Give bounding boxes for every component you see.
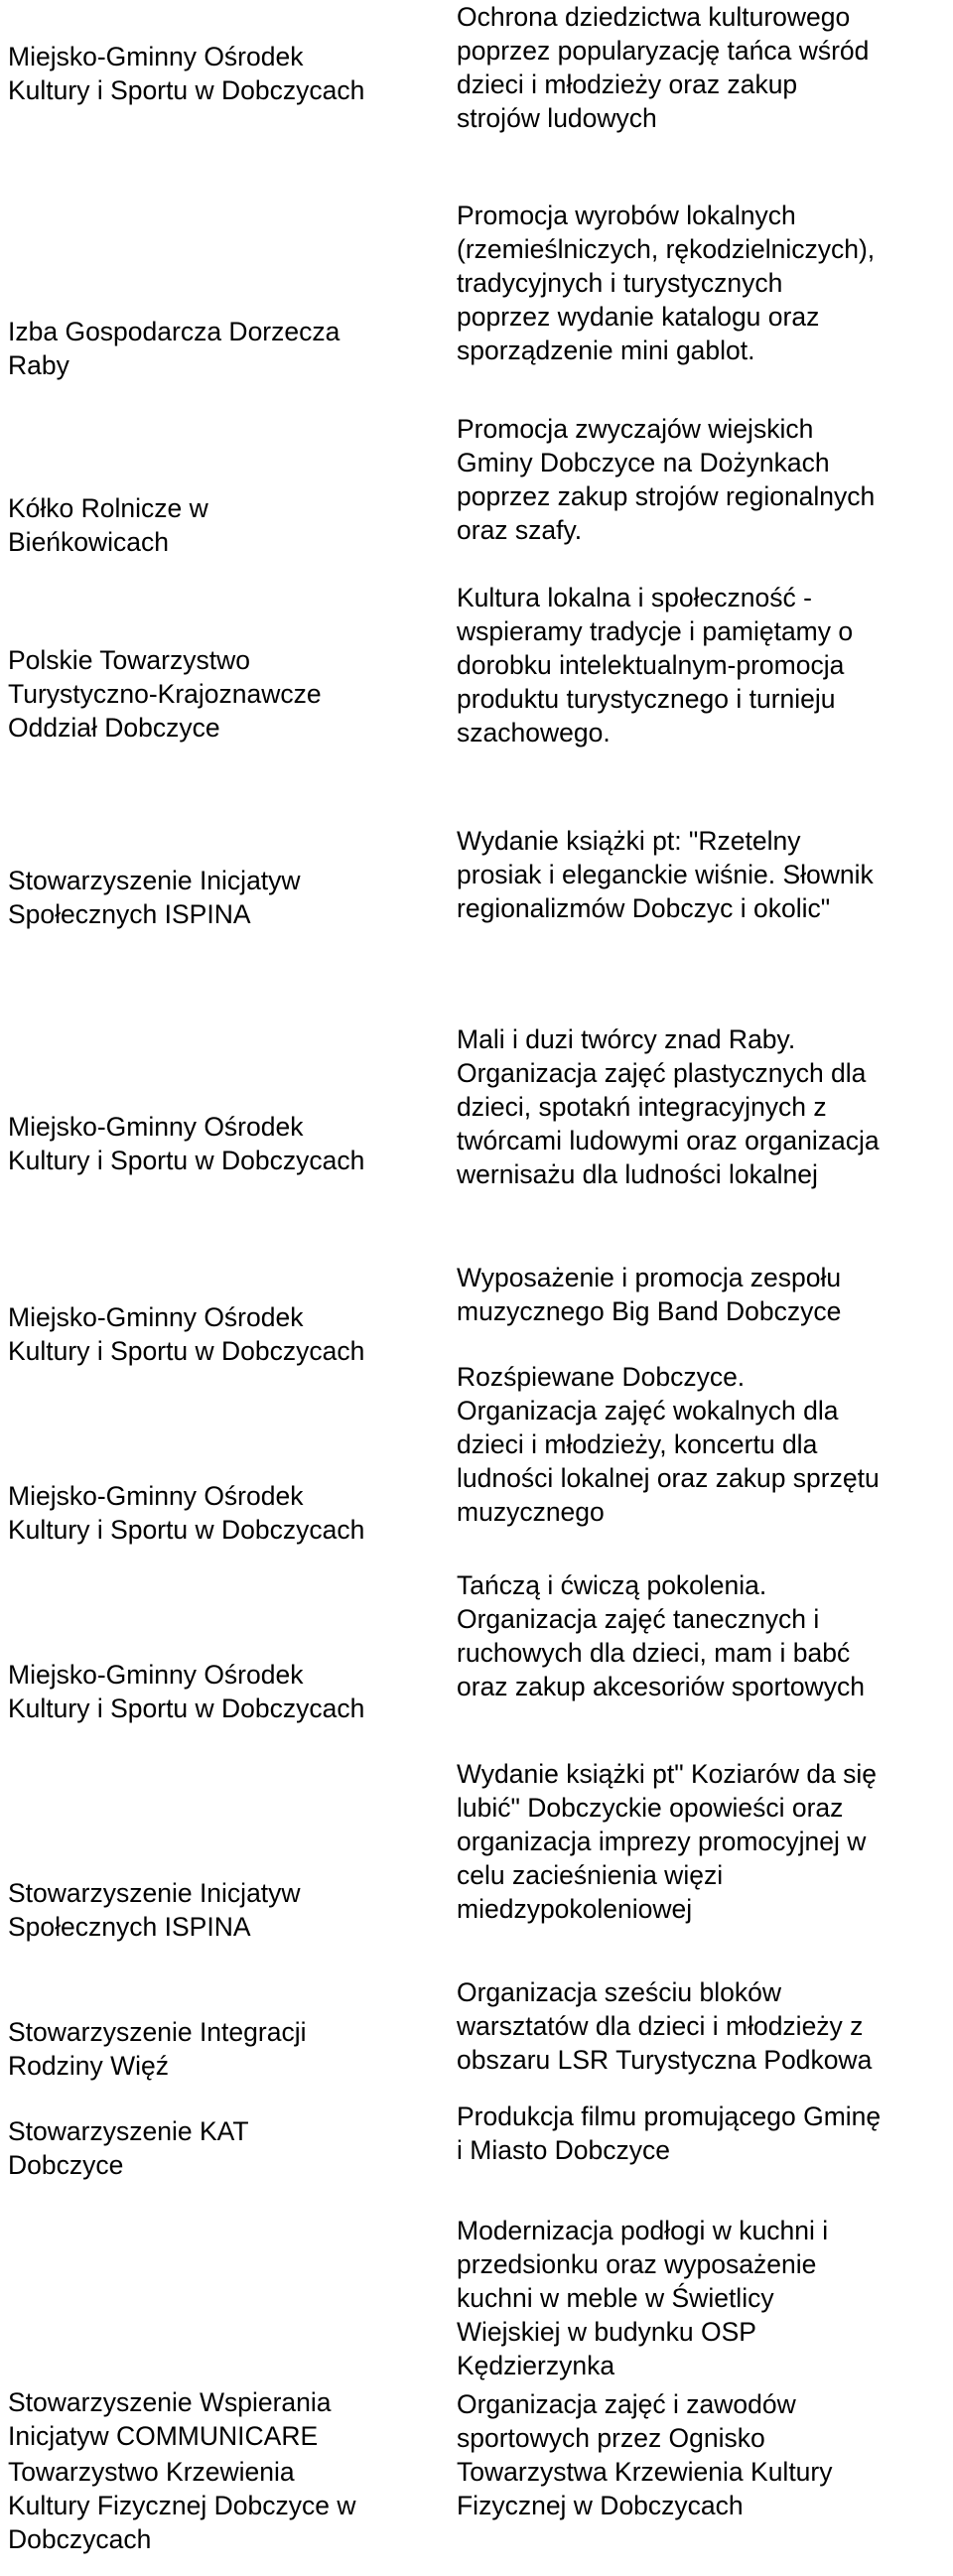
project-description-line: warsztatów dla dzieci i młodzieży z [457,2011,864,2041]
organization-name-line: Kultury i Sportu w Dobczycach [8,1336,365,1366]
project-description-line: Kędzierzynka [457,2351,615,2380]
project-description-line: poprzez zakup strojów regionalnych [457,481,876,511]
organization-name [8,1300,445,1368]
project-description [457,1022,938,1191]
organization-name-line: Rodziny Więź [8,2051,169,2081]
project-description-line: Wydanie książki pt: "Rzetelny [457,826,801,856]
organization-name [8,491,445,559]
organization-name-line: Polskie Towarzystwo [8,645,250,675]
project-description-line: (rzemieślniczych, rękodzielniczych), [457,234,876,264]
organization-name [8,643,445,745]
project-description-line: celu zacieśnienia więzi [457,1860,724,1890]
organization-name [8,315,445,382]
project-description [457,824,938,925]
project-description [457,581,938,749]
project-description-line: sportowych przez Ognisko [457,2423,765,2453]
project-description [457,0,938,135]
organization-name-line: Turystyczno-Krajoznawcze [8,679,322,709]
organization-name [8,1479,445,1547]
project-description-line: dorobku intelektualnym-promocja [457,650,845,680]
project-description-line: Wydanie książki pt" Koziarów da się [457,1759,878,1789]
project-description-line: oraz szafy. [457,515,583,545]
organization-name-line: Raby [8,350,69,380]
organization-name-line: Dobczyce [8,2150,124,2180]
project-description-line: kuchni w meble w Świetlicy [457,2283,774,2313]
project-description-line: Organizacja zajęć i zawodów [457,2389,796,2419]
project-description-line: poprzez popularyzację tańca wśród [457,36,870,66]
project-description-line: miedzypokoleniowej [457,1894,693,1924]
project-description-line: i Miasto Dobczyce [457,2135,671,2165]
project-description-line: szachowego. [457,718,611,747]
project-description-line: Wyposażenie i promocja zespołu [457,1263,842,1292]
organization-name-line: Inicjatyw COMMUNICARE [8,2421,319,2451]
project-description [457,199,938,367]
organization-name-line: Miejsko-Gminny Ośrodek [8,42,304,71]
project-description [457,2214,938,2382]
organization-name-line: Kultury Fizycznej Dobczyce w [8,2491,356,2520]
project-description-line: sporządzenie mini gablot. [457,336,755,365]
project-description-line: Gminy Dobczyce na Dożynkach [457,448,830,477]
organization-name [8,1110,445,1177]
project-description-line: przedsionku oraz wyposażenie [457,2249,817,2279]
project-description-line: Promocja zwyczajów wiejskich [457,414,814,444]
organization-name-line: Kultury i Sportu w Dobczycach [8,1694,365,1723]
project-description-line: Produkcja filmu promującego Gminę [457,2101,882,2131]
organization-name [8,2385,445,2453]
project-description-line: muzycznego Big Band Dobczyce [457,1296,842,1326]
organization-name-line: Stowarzyszenie Inicjatyw [8,866,301,895]
organization-name-line: Kultury i Sportu w Dobczycach [8,1146,365,1175]
project-description-line: ruchowych dla dzieci, mam i babć [457,1638,851,1668]
organization-name [8,2114,445,2182]
project-description-line: dzieci, spotakń integracyjnych z [457,1092,827,1122]
project-description-line: prosiak i eleganckie wiśnie. Słownik [457,860,874,889]
organization-name-line: Towarzystwo Krzewienia [8,2457,295,2487]
organization-name [8,2455,445,2556]
project-description-line: Mali i duzi twórcy znad Raby. [457,1024,796,1054]
organization-name-line: Stowarzyszenie Integracji [8,2017,307,2047]
organization-name-line: Stowarzyszenie Inicjatyw [8,1878,301,1908]
organization-name [8,1658,445,1725]
project-description [457,1757,938,1926]
project-description [457,2100,938,2167]
project-description-line: Organizacja zajęć wokalnych dla [457,1396,839,1425]
project-description-line: muzycznego [457,1497,605,1527]
organization-name-line: Społecznych ISPINA [8,899,251,929]
organization-name-line: Miejsko-Gminny Ośrodek [8,1660,304,1690]
project-description [457,1975,938,2077]
project-description-line: obszaru LSR Turystyczna Podkowa [457,2045,873,2075]
organization-name-line: Kultury i Sportu w Dobczycach [8,75,365,105]
organization-name-line: Kółko Rolnicze w [8,493,208,523]
project-description-line: organizacja imprezy promocyjnej w [457,1827,867,1856]
project-description-line: lubić" Dobczyckie opowieści oraz [457,1793,844,1823]
project-description-line: Rozśpiewane Dobczyce. [457,1362,746,1392]
project-description-line: Modernizacja podłogi w kuchni i [457,2216,829,2245]
project-description-line: Tańczą i ćwiczą pokolenia. [457,1570,767,1600]
organization-name [8,1876,445,1944]
organization-name-line: Bieńkowicach [8,527,170,557]
project-description-line: Kultura lokalna i społeczność - [457,583,812,612]
project-description-line: Organizacja zajęć plastycznych dla [457,1058,867,1088]
project-description-line: produktu turystycznego i turnieju [457,684,836,714]
project-description-line: regionalizmów Dobczyc i okolic" [457,893,831,923]
project-description-line: Ochrona dziedzictwa kulturowego [457,2,851,32]
project-description-line: Fizycznej w Dobczycach [457,2491,744,2520]
organization-name [8,864,445,931]
organization-name [8,40,445,107]
organization-name-line: Kultury i Sportu w Dobczycach [8,1515,365,1545]
project-description [457,412,938,547]
organization-name-line: Oddział Dobczyce [8,713,220,743]
project-description [457,1360,938,1529]
organization-name-line: Miejsko-Gminny Ośrodek [8,1112,304,1142]
project-description-line: wernisażu dla ludności lokalnej [457,1159,818,1189]
project-description-line: tradycyjnych i turystycznych [457,268,783,298]
organization-name-line: Dobczycach [8,2524,152,2554]
organization-name-line: Stowarzyszenie Wspierania [8,2387,332,2417]
project-description [457,1568,938,1703]
organization-name-line: Miejsko-Gminny Ośrodek [8,1481,304,1511]
project-description-line: ludności lokalnej oraz zakup sprzętu [457,1463,880,1493]
project-description-line: Organizacja sześciu bloków [457,1977,781,2007]
project-description-line: strojów ludowych [457,103,657,133]
project-description-line: poprzez wydanie katalogu oraz [457,302,820,332]
project-description-line: Towarzystwa Krzewienia Kultury [457,2457,833,2487]
project-description-line: wspieramy tradycje i pamiętamy o [457,616,854,646]
organization-name-line: Miejsko-Gminny Ośrodek [8,1302,304,1332]
project-description-line: twórcami ludowymi oraz organizacja [457,1126,880,1155]
project-description-line: Organizacja zajęć tanecznych i [457,1604,820,1634]
project-description-line: oraz zakup akcesoriów sportowych [457,1672,865,1701]
organization-name-line: Izba Gospodarcza Dorzecza [8,317,340,346]
project-description-line: Promocja wyrobów lokalnych [457,201,796,230]
organization-name-line: Stowarzyszenie KAT [8,2116,249,2146]
organization-name [8,2015,445,2083]
project-description-line: dzieci i młodzieży oraz zakup [457,69,798,99]
project-description-line: dzieci i młodzieży, koncertu dla [457,1429,818,1459]
project-description-line: Wiejskiej w budynku OSP [457,2317,756,2347]
project-description [457,2387,938,2522]
organization-name-line: Społecznych ISPINA [8,1912,251,1942]
project-description [457,1261,938,1328]
